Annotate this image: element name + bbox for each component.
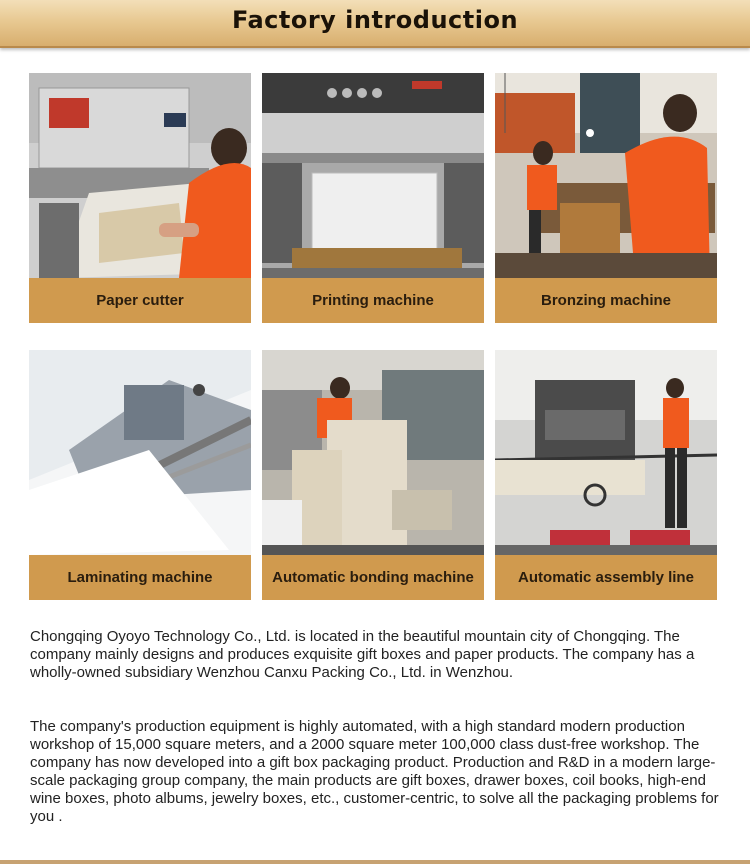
company-intro-paragraph: Chongqing Oyoyo Technology Co., Ltd. is located in the beautiful mountain city of Chongqing. The company mainly designs and produces exquisite gift boxes and paper products. The company has a wholly-owned subsidiary Wenzhou Canxu Packing Co., Ltd. in Wenzhou. bbox=[30, 628, 695, 681]
machine-label: Laminating machine bbox=[29, 555, 251, 600]
machine-card-automatic-assembly-line bbox=[495, 350, 717, 600]
bronzing-machine-photo bbox=[495, 73, 717, 278]
machine-card-bronzing-machine bbox=[495, 73, 717, 323]
machine-label: Automatic bonding machine bbox=[262, 555, 484, 600]
machine-card-printing-machine bbox=[262, 73, 484, 323]
automatic-bonding-machine-photo bbox=[262, 350, 484, 555]
laminating-machine-photo bbox=[29, 350, 251, 555]
header-banner bbox=[0, 0, 750, 48]
machine-label: Printing machine bbox=[262, 278, 484, 323]
machine-card-automatic-bonding-machine bbox=[262, 350, 484, 600]
machine-label: Paper cutter bbox=[29, 278, 251, 323]
production-paragraph: The company's production equipment is highly automated, with a high standard modern production workshop of 15,000 square meters, and a 2000 square meter 100,000 class dust-free workshop. The company has now developed into a gift box packaging product. Production and R&D in a modern large-scale packaging group company, the main products are gift boxes, drawer boxes, coil books, high-end wine boxes, photo albums, jewelry boxes, etc., customer-centric, to solve all the packaging problems for you . bbox=[30, 718, 719, 825]
machine-card-paper-cutter bbox=[29, 73, 251, 323]
automatic-assembly-line-photo bbox=[495, 350, 717, 555]
machine-label: Automatic assembly line bbox=[495, 555, 717, 600]
machine-label: Bronzing machine bbox=[495, 278, 717, 323]
bottom-divider bbox=[0, 860, 750, 864]
page-title: Factory introduction bbox=[231, 6, 519, 34]
paper-cutter-photo bbox=[29, 73, 251, 278]
machine-card-laminating-machine bbox=[29, 350, 251, 600]
printing-machine-photo bbox=[262, 73, 484, 278]
